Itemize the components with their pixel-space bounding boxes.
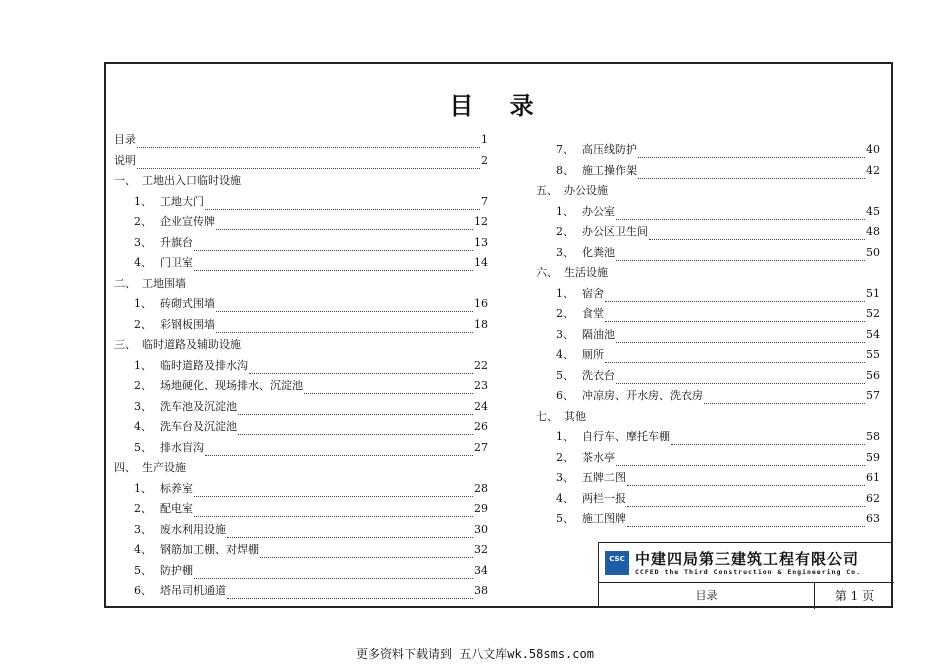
toc-entry <box>536 161 880 182</box>
toc-entry-label: 食堂 <box>582 307 604 320</box>
toc-entry-page: 27 <box>474 440 488 454</box>
toc-dot-leader <box>238 423 473 435</box>
toc-entry-number: 3、 <box>556 471 574 484</box>
toc-entry-number: 六、 <box>536 266 558 279</box>
toc-dot-leader <box>227 587 473 599</box>
toc-entry-page: 29 <box>474 502 488 515</box>
toc-entry <box>536 140 880 161</box>
toc-entry-page: 59 <box>866 450 880 464</box>
toc-entry-label: 自行车、摩托车棚 <box>582 430 670 443</box>
toc-entry-number: 6、 <box>556 389 574 402</box>
toc-entry-page: 40 <box>866 143 880 156</box>
toc-entry-page: 42 <box>866 163 880 177</box>
toc-entry-page: 18 <box>474 317 488 331</box>
toc-left-column <box>114 130 488 602</box>
toc-entry-label: 砖砌式围墙 <box>160 297 215 310</box>
toc-entry <box>536 345 880 366</box>
sheet-name: 目录 <box>599 583 815 609</box>
toc-entry <box>114 212 488 233</box>
toc-entry <box>114 315 488 336</box>
toc-entry-number: 5、 <box>556 512 574 525</box>
toc-dot-leader <box>671 433 865 445</box>
toc-entry-label: 门卫室 <box>160 256 193 269</box>
toc-entry-label: 冲凉房、开水房、洗衣房 <box>582 389 703 402</box>
toc-dot-leader <box>605 310 865 322</box>
toc-entry-page: 61 <box>866 471 880 484</box>
toc-entry-number: 三、 <box>114 338 136 351</box>
toc-dot-leader <box>627 495 865 507</box>
company-cell <box>599 543 894 583</box>
toc-entry <box>536 243 880 264</box>
toc-dot-leader <box>260 546 473 558</box>
toc-entry-label: 厕所 <box>582 348 604 361</box>
toc-dot-leader <box>227 526 473 538</box>
toc-entry-label: 临时道路及辅助设施 <box>142 338 241 351</box>
toc-entry-number: 2、 <box>134 215 152 228</box>
toc-entry <box>536 489 880 510</box>
toc-entry-label: 钢筋加工棚、对焊棚 <box>160 543 259 556</box>
toc-entry <box>536 202 880 223</box>
toc-entry-label: 场地硬化、现场排水、沉淀池 <box>160 379 303 392</box>
toc-entry <box>114 253 488 274</box>
toc-dot-leader <box>616 372 865 384</box>
company-name-cn: 中建四局第三建筑工程有限公司 <box>635 550 860 568</box>
toc-dot-leader <box>616 454 865 466</box>
title-block <box>598 542 893 608</box>
toc-entry-number: 3、 <box>556 327 574 341</box>
toc-entry-label: 化粪池 <box>582 245 615 259</box>
toc-entry-label: 标养室 <box>160 481 193 495</box>
toc-dot-leader <box>649 228 865 240</box>
toc-entry-label: 说明 <box>114 153 136 167</box>
toc-entry-page: 24 <box>474 399 488 413</box>
toc-entry-number: 4、 <box>134 256 152 269</box>
toc-entry-page: 32 <box>474 543 488 556</box>
toc-entry <box>536 468 880 489</box>
toc-entry-page: 2 <box>481 153 488 167</box>
toc-entry-number: 五、 <box>536 184 558 197</box>
toc-entry-page: 22 <box>474 358 488 372</box>
toc-entry-label: 生产设施 <box>142 461 186 474</box>
toc-entry-label: 废水利用设施 <box>160 522 226 536</box>
toc-entry-page: 12 <box>474 215 488 228</box>
toc-entry-number: 二、 <box>114 276 136 290</box>
toc-entry-label: 工地大门 <box>160 194 204 208</box>
toc-section-heading <box>114 171 488 192</box>
toc-entry <box>114 561 488 582</box>
toc-entry <box>536 284 880 305</box>
toc-entry-page: 7 <box>481 194 488 208</box>
toc-dot-leader <box>638 167 865 179</box>
toc-dot-leader <box>605 351 865 363</box>
toc-dot-leader <box>205 444 473 456</box>
toc-entry-number: 1、 <box>556 286 574 300</box>
toc-entry <box>114 417 488 438</box>
toc-entry-label: 五牌二图 <box>582 471 626 484</box>
company-name-en: CCFED the Third Construction & Engineering Co. <box>635 568 862 576</box>
toc-entry-label: 高压线防护 <box>582 143 637 156</box>
toc-entry-page: 58 <box>866 430 880 443</box>
toc-entry <box>114 151 488 172</box>
toc-dot-leader <box>194 485 473 497</box>
toc-section-heading <box>114 274 488 295</box>
toc-entry <box>114 581 488 602</box>
toc-entry-number: 2、 <box>556 307 574 320</box>
toc-entry <box>536 448 880 469</box>
toc-dot-leader <box>216 218 473 230</box>
toc-dot-leader <box>704 392 865 404</box>
toc-entry-page: 51 <box>866 286 880 300</box>
toc-entry-label: 塔吊司机通道 <box>160 584 226 597</box>
toc-entry-label: 办公区卫生间 <box>582 225 648 238</box>
toc-entry <box>536 427 880 448</box>
toc-entry-number: 七、 <box>536 409 558 423</box>
footer-download-note: 更多资料下载请到 五八文库wk.58sms.com <box>356 647 594 661</box>
drawing-frame <box>104 62 893 608</box>
toc-dot-leader <box>137 136 480 148</box>
toc-entry-page: 52 <box>866 307 880 320</box>
toc-dot-leader <box>194 239 473 251</box>
toc-entry-page: 26 <box>474 420 488 433</box>
toc-entry-page: 14 <box>474 256 488 269</box>
toc-entry-number: 6、 <box>134 584 152 597</box>
toc-entry-number: 2、 <box>134 317 152 331</box>
toc-entry <box>114 479 488 500</box>
toc-entry-label: 两栏一报 <box>582 491 626 505</box>
toc-entry-number: 2、 <box>134 379 152 392</box>
toc-entry-number: 5、 <box>556 368 574 382</box>
toc-entry-number: 1、 <box>134 481 152 495</box>
toc-entry-label: 办公室 <box>582 204 615 218</box>
toc-entry-label: 彩钢板围墙 <box>160 317 215 331</box>
toc-entry-page: 16 <box>474 297 488 310</box>
toc-entry-page: 38 <box>474 584 488 597</box>
toc-entry-page: 62 <box>866 491 880 505</box>
toc-dot-leader <box>194 505 473 517</box>
toc-entry-page: 56 <box>866 368 880 382</box>
toc-entry-number: 1、 <box>134 358 152 372</box>
toc-right-column <box>536 140 880 530</box>
toc-entry-number: 4、 <box>134 543 152 556</box>
toc-entry-label: 企业宣传牌 <box>160 215 215 228</box>
toc-entry-number: 3、 <box>134 522 152 536</box>
toc-entry-label: 隔油池 <box>582 327 615 341</box>
toc-section-heading <box>536 407 880 428</box>
toc-dot-leader <box>205 198 480 210</box>
toc-entry-page: 34 <box>474 563 488 577</box>
toc-entry-label: 配电室 <box>160 502 193 515</box>
toc-entry-page: 45 <box>866 204 880 218</box>
toc-section-heading <box>536 263 880 284</box>
toc-dot-leader <box>216 300 473 312</box>
toc-entry <box>114 540 488 561</box>
toc-entry <box>114 294 488 315</box>
toc-entry-page: 63 <box>866 512 880 525</box>
toc-entry <box>536 386 880 407</box>
toc-entry-page: 28 <box>474 481 488 495</box>
toc-entry <box>114 438 488 459</box>
toc-dot-leader <box>194 259 473 271</box>
toc-entry-label: 施工操作架 <box>582 163 637 177</box>
toc-entry-page: 30 <box>474 522 488 536</box>
toc-dot-leader <box>605 290 865 302</box>
toc-entry-number: 4、 <box>134 420 152 433</box>
toc-entry <box>114 192 488 213</box>
toc-dot-leader <box>249 362 473 374</box>
toc-entry-label: 洗车池及沉淀池 <box>160 399 237 413</box>
toc-entry-number: 1、 <box>556 430 574 443</box>
toc-entry-page: 57 <box>866 389 880 402</box>
toc-entry-page: 50 <box>866 245 880 259</box>
toc-entry-page: 48 <box>866 225 880 238</box>
toc-entry-number: 1、 <box>134 297 152 310</box>
toc-entry-number: 5、 <box>134 440 152 454</box>
toc-entry-label: 升旗台 <box>160 235 193 249</box>
toc-entry <box>114 499 488 520</box>
toc-entry-number: 4、 <box>556 491 574 505</box>
toc-entry-label: 工地出入口临时设施 <box>142 174 241 187</box>
toc-entry-page: 23 <box>474 379 488 392</box>
toc-entry <box>536 304 880 325</box>
toc-entry <box>114 356 488 377</box>
toc-entry-label: 施工图牌 <box>582 512 626 525</box>
toc-entry <box>114 397 488 418</box>
toc-entry-number: 1、 <box>556 204 574 218</box>
toc-entry-number: 3、 <box>556 245 574 259</box>
toc-dot-leader <box>616 249 865 261</box>
toc-entry-number: 4、 <box>556 348 574 361</box>
toc-entry-number: 四、 <box>114 461 136 474</box>
toc-entry-number: 5、 <box>134 563 152 577</box>
sheet-page: 第 1 页 <box>834 589 875 603</box>
toc-entry <box>536 325 880 346</box>
toc-entry-page: 1 <box>481 133 488 146</box>
toc-entry-label: 工地围墙 <box>142 276 186 290</box>
toc-entry <box>114 233 488 254</box>
toc-dot-leader <box>638 146 865 158</box>
toc-dot-leader <box>238 403 473 415</box>
toc-entry-number: 2、 <box>134 502 152 515</box>
toc-dot-leader <box>137 157 480 169</box>
toc-entry <box>114 130 488 151</box>
toc-entry <box>114 520 488 541</box>
toc-section-heading <box>536 181 880 202</box>
toc-dot-leader <box>627 474 865 486</box>
toc-entry <box>536 366 880 387</box>
toc-entry-number: 3、 <box>134 235 152 249</box>
toc-entry-label: 排水盲沟 <box>160 440 204 454</box>
company-logo-icon: CSC <box>605 551 629 575</box>
toc-dot-leader <box>216 321 473 333</box>
toc-entry-number: 2、 <box>556 450 574 464</box>
toc-entry-label: 洗车台及沉淀池 <box>160 420 237 433</box>
toc-entry-label: 茶水亭 <box>582 450 615 464</box>
toc-entry <box>536 222 880 243</box>
toc-entry-label: 防护棚 <box>160 563 193 577</box>
toc-entry <box>114 376 488 397</box>
toc-entry-label: 生活设施 <box>564 266 608 279</box>
toc-entry-page: 54 <box>866 327 880 341</box>
toc-entry <box>536 509 880 530</box>
toc-dot-leader <box>304 382 473 394</box>
toc-dot-leader <box>194 567 473 579</box>
toc-entry-number: 3、 <box>134 399 152 413</box>
toc-dot-leader <box>616 331 865 343</box>
toc-entry-label: 其他 <box>564 409 586 423</box>
toc-section-heading <box>114 335 488 356</box>
toc-entry-number: 8、 <box>556 163 574 177</box>
toc-entry-label: 洗衣台 <box>582 368 615 382</box>
toc-entry-label: 目录 <box>114 133 136 146</box>
toc-section-heading <box>114 458 488 479</box>
toc-entry-number: 一、 <box>114 174 136 187</box>
toc-entry-page: 13 <box>474 235 488 249</box>
toc-entry-label: 办公设施 <box>564 184 608 197</box>
toc-dot-leader <box>616 208 865 220</box>
toc-entry-label: 宿舍 <box>582 286 604 300</box>
toc-entry-number: 7、 <box>556 143 574 156</box>
toc-dot-leader <box>627 515 865 527</box>
toc-entry-number: 2、 <box>556 225 574 238</box>
toc-entry-number: 1、 <box>134 194 152 208</box>
toc-entry-page: 55 <box>866 348 880 361</box>
toc-entry-label: 临时道路及排水沟 <box>160 358 248 372</box>
page-title: 目 录 <box>449 92 548 120</box>
